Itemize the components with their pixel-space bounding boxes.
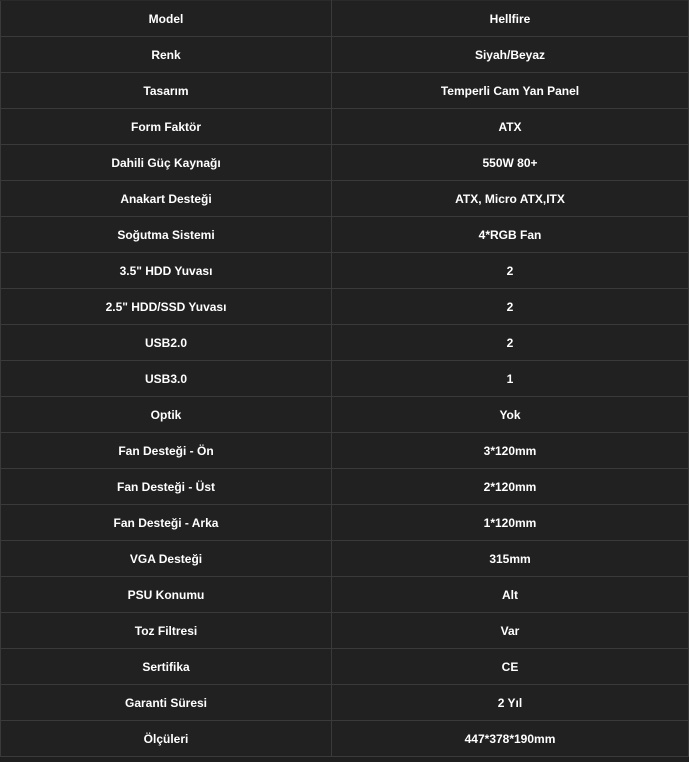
- spec-label: Anakart Desteği: [1, 181, 332, 217]
- spec-label: USB2.0: [1, 325, 332, 361]
- spec-label: PSU Konumu: [1, 577, 332, 613]
- spec-value: CE: [332, 649, 689, 685]
- spec-label: Soğutma Sistemi: [1, 217, 332, 253]
- spec-table-body: [1, 1, 689, 757]
- spec-value: Yok: [332, 397, 689, 433]
- spec-value: ATX, Micro ATX,ITX: [332, 181, 689, 217]
- spec-label: Garanti Süresi: [1, 685, 332, 721]
- spec-value: 2: [332, 253, 689, 289]
- table-row: [1, 73, 689, 109]
- spec-label: VGA Desteği: [1, 541, 332, 577]
- spec-label: Toz Filtresi: [1, 613, 332, 649]
- table-row: [1, 181, 689, 217]
- spec-value: 447*378*190mm: [332, 721, 689, 757]
- spec-label: Renk: [1, 37, 332, 73]
- spec-value: Var: [332, 613, 689, 649]
- table-row: [1, 37, 689, 73]
- spec-value: ATX: [332, 109, 689, 145]
- spec-label: Fan Desteği - Arka: [1, 505, 332, 541]
- table-row: [1, 397, 689, 433]
- table-row: [1, 289, 689, 325]
- spec-label: 2.5" HDD/SSD Yuvası: [1, 289, 332, 325]
- table-row: [1, 649, 689, 685]
- table-row: [1, 685, 689, 721]
- table-row: [1, 109, 689, 145]
- spec-label: Form Faktör: [1, 109, 332, 145]
- table-row: [1, 145, 689, 181]
- table-row: [1, 721, 689, 757]
- table-row: [1, 253, 689, 289]
- table-row: [1, 1, 689, 37]
- table-row: [1, 577, 689, 613]
- spec-label: USB3.0: [1, 361, 332, 397]
- spec-value: Alt: [332, 577, 689, 613]
- table-row: [1, 325, 689, 361]
- spec-value: 4*RGB Fan: [332, 217, 689, 253]
- spec-value: 2: [332, 289, 689, 325]
- spec-value: 2 Yıl: [332, 685, 689, 721]
- table-row: [1, 613, 689, 649]
- spec-value: 1*120mm: [332, 505, 689, 541]
- spec-value: 1: [332, 361, 689, 397]
- spec-value: 2*120mm: [332, 469, 689, 505]
- spec-label: Fan Desteği - Ön: [1, 433, 332, 469]
- spec-value: Hellfire: [332, 1, 689, 37]
- table-row: [1, 217, 689, 253]
- spec-value: 315mm: [332, 541, 689, 577]
- spec-label: Ölçüleri: [1, 721, 332, 757]
- spec-value: 3*120mm: [332, 433, 689, 469]
- spec-label: Model: [1, 1, 332, 37]
- spec-value: 550W 80+: [332, 145, 689, 181]
- spec-value: Temperli Cam Yan Panel: [332, 73, 689, 109]
- spec-label: Dahili Güç Kaynağı: [1, 145, 332, 181]
- table-row: [1, 541, 689, 577]
- spec-label: Tasarım: [1, 73, 332, 109]
- spec-value: 2: [332, 325, 689, 361]
- spec-label: Optik: [1, 397, 332, 433]
- spec-label: Sertifika: [1, 649, 332, 685]
- table-row: [1, 505, 689, 541]
- spec-value: Siyah/Beyaz: [332, 37, 689, 73]
- table-row: [1, 469, 689, 505]
- spec-label: 3.5" HDD Yuvası: [1, 253, 332, 289]
- spec-label: Fan Desteği - Üst: [1, 469, 332, 505]
- table-row: [1, 433, 689, 469]
- table-row: [1, 361, 689, 397]
